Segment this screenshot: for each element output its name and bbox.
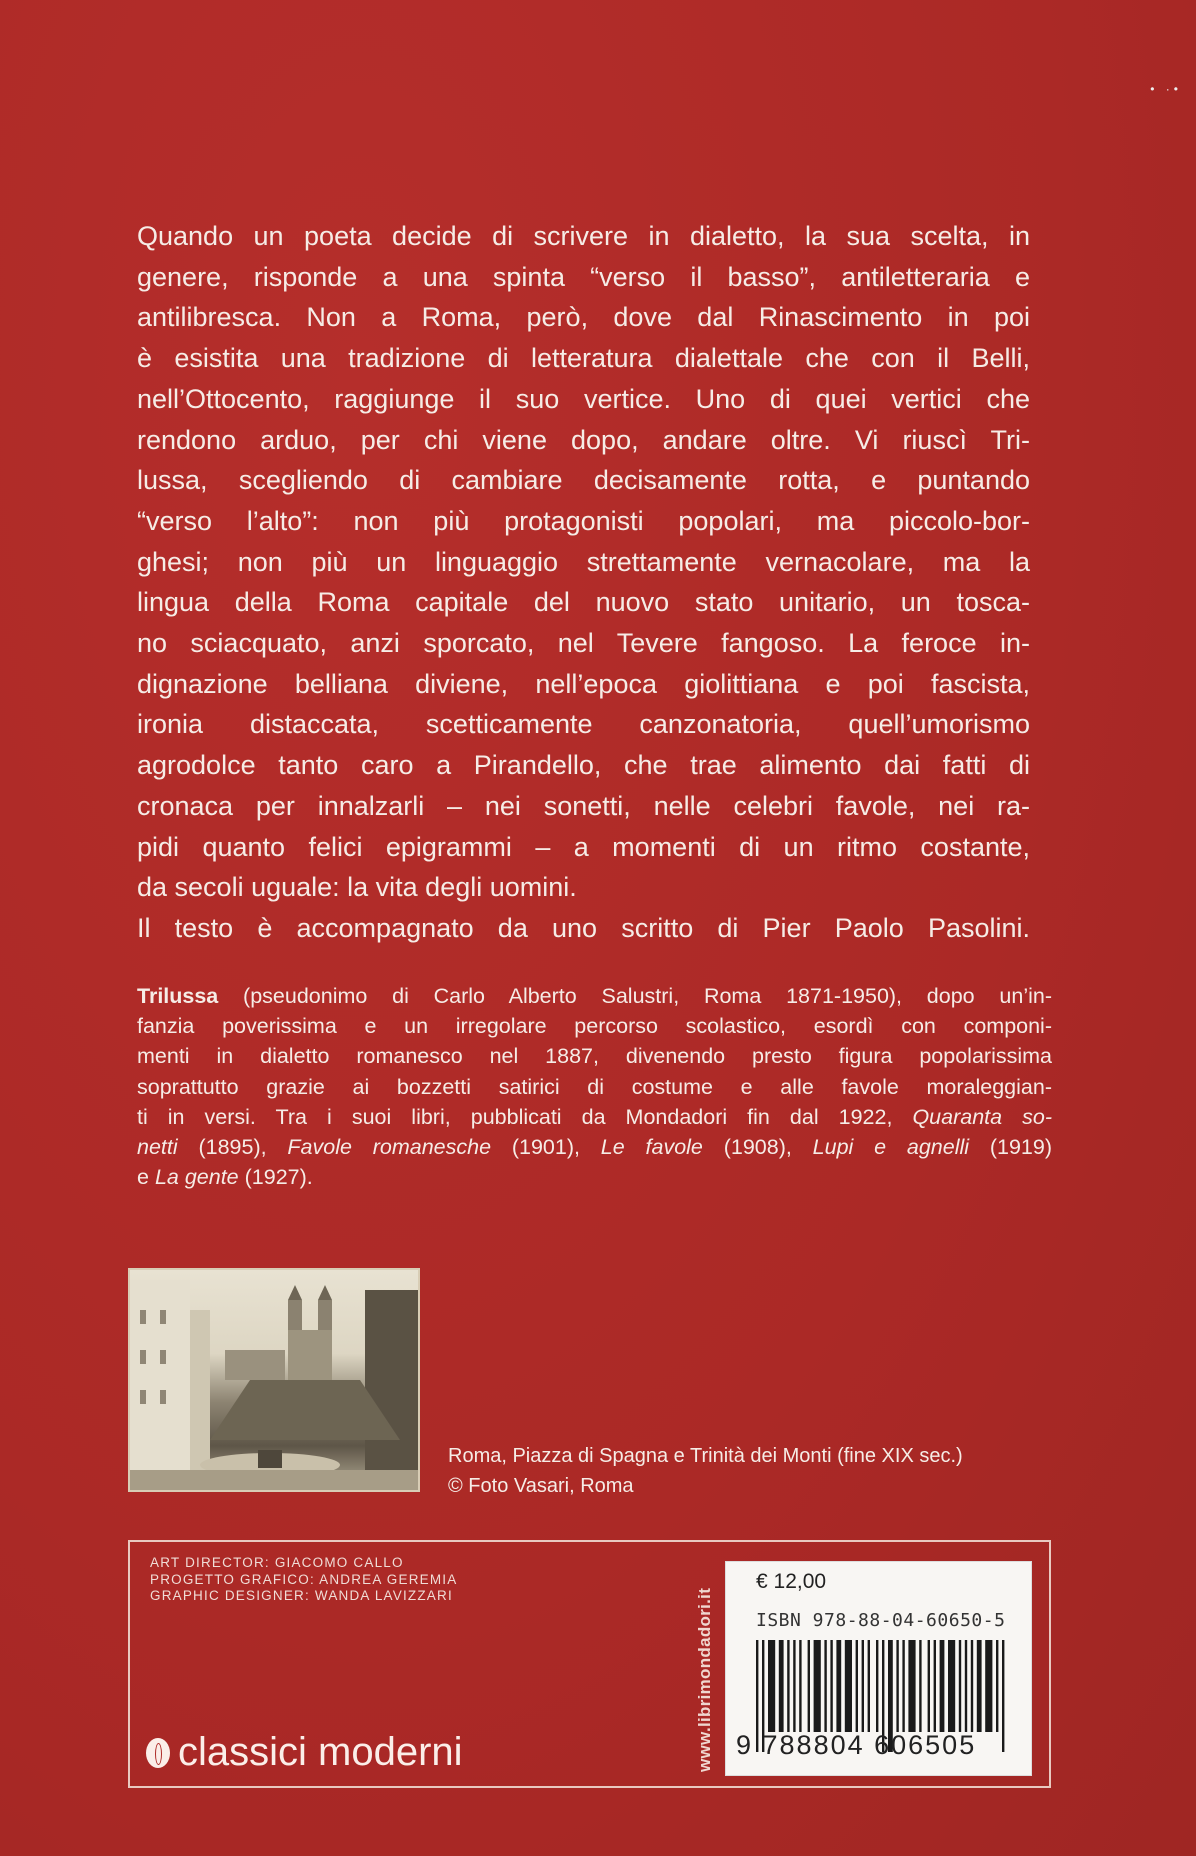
barcode-bar [934, 1640, 936, 1732]
bio-text: e [137, 1165, 155, 1190]
barcode-bar [830, 1640, 832, 1732]
barcode-bar [902, 1640, 904, 1732]
price: € 12,00 [756, 1570, 827, 1593]
barcode-bar [768, 1640, 775, 1732]
credit-graphic-project: PROGETTO GRAFICO: ANDREA GEREMIA [150, 1571, 458, 1587]
blurb-line: no sciacquato, anzi sporcato, nel Tevere fangoso. La feroce in- [137, 628, 1030, 659]
blurb-line: è esistita una tradizione di letteratura dialettale che con il Belli, [137, 343, 1030, 374]
blurb-line: cronaca per innalzarli – nei sonetti, nelle celebri favole, nei ra- [137, 790, 1030, 821]
barcode-bar [876, 1640, 878, 1732]
barcode-bar [965, 1640, 967, 1732]
book-title: Le favole [600, 1135, 703, 1160]
bio-line [137, 1162, 1052, 1192]
bio-line [137, 1132, 1052, 1162]
bio-text: (pseudonimo di Carlo Alberto Salustri, Roma 1871-1950), dopo un’in- [218, 984, 1052, 1008]
barcode-bar [836, 1640, 841, 1732]
blurb-line: ironia distaccata, scetticamente canzonatoria, quell’umorismo [137, 709, 1030, 740]
bio-text: (1901), [491, 1135, 601, 1160]
mondadori-rose-icon [146, 1738, 170, 1768]
bio-text: soprattutto grazie ai bozzetti satirici di costume e alle favole moraleggian- [137, 1074, 1052, 1099]
bio-text: (1927). [238, 1165, 313, 1190]
blurb-text [137, 216, 1030, 949]
blurb-line: lingua della Roma capitale del nuovo stato unitario, un tosca- [137, 587, 1030, 618]
bio-text: (1908), [702, 1135, 813, 1160]
barcode-bar [908, 1640, 915, 1732]
barcode-bar [862, 1640, 864, 1732]
barcode-bar [940, 1640, 945, 1732]
blurb-line: da secoli uguale: la vita degli uomini. [137, 872, 577, 903]
barcode-bar [845, 1640, 852, 1732]
author-bio [137, 981, 1052, 1192]
barcode-bar [919, 1640, 921, 1732]
series-name: classici moderni [178, 1730, 463, 1774]
blurb-line: nell’Ottocento, raggiunge il suo vertice. Uno di quei vertici che [137, 383, 1030, 414]
barcode-bar [948, 1640, 955, 1732]
barcode-digits: 9 788804 606505 [736, 1730, 977, 1760]
book-title: Favole romanesche [287, 1135, 492, 1160]
bio-text: (1895), [177, 1135, 288, 1160]
book-title: La gente [154, 1165, 239, 1190]
blurb-line: genere, risponde a una spinta “verso il basso”, antiletteraria e [137, 261, 1030, 292]
author-name: Trilussa [137, 984, 219, 1008]
barcode-bar [824, 1640, 826, 1732]
barcode-bar [959, 1640, 961, 1732]
blurb-line: Il testo è accompagnato da uno scritto di Pier Paolo Pasolini. [137, 912, 1030, 943]
blurb-line: lussa, scegliendo di cambiare decisamente rotta, e puntando [137, 465, 1030, 496]
blurb-line: Quando un poeta decide di scrivere in dialetto, la sua scelta, in [137, 221, 1030, 251]
bio-text: fanzia poverissima e un irregolare percorso scolastico, esordì con componi- [137, 1014, 1052, 1039]
blurb-line: dignazione belliana diviene, nell’epoca giolittiana e poi fascista, [137, 668, 1030, 699]
blurb-line: rendono arduo, per chi viene dopo, andare oltre. Vi riuscì Tri- [137, 424, 1030, 455]
blurb-line: agrodolce tanto caro a Pirandello, che trae alimento dai fatti di [137, 750, 1030, 781]
book-title: netti [137, 1135, 178, 1160]
bio-line [137, 1072, 1052, 1102]
photo-piazza-di-spagna [128, 1268, 420, 1492]
barcode-bar [928, 1640, 930, 1732]
bio-text: menti in dialetto romanesco nel 1887, divenendo presto figura popolarissima [137, 1044, 1052, 1069]
barcode-bar [779, 1640, 784, 1732]
bio-line [137, 981, 1052, 1011]
design-credits [150, 1555, 457, 1605]
barcode-bar [856, 1640, 858, 1732]
barcode-bar [808, 1640, 810, 1732]
barcode-bar [1002, 1640, 1004, 1752]
barcode-bar [996, 1640, 998, 1732]
barcode-bar [971, 1640, 973, 1732]
barcode-bar [868, 1640, 870, 1732]
barcode-bar [896, 1640, 898, 1732]
bio-text: (1919) [969, 1135, 1053, 1160]
photo-illustration [130, 1270, 420, 1492]
bio-text: ti in versi. Tra i suoi libri, pubblicati da Mondadori fin dal 1922, [137, 1104, 913, 1129]
speckle-marks: • ·• [1150, 82, 1182, 96]
barcode-bar [977, 1640, 982, 1732]
barcode-bar [814, 1640, 821, 1732]
bio-line [137, 1011, 1052, 1041]
bio-line [137, 1102, 1052, 1132]
blurb-line: “verso l’alto”: non più protagonisti popolari, ma piccolo-bor- [137, 505, 1030, 536]
isbn: ISBN 978-88-04-60650-5 [756, 1610, 1006, 1631]
barcode-bar [793, 1640, 795, 1732]
barcode-bar [799, 1640, 801, 1732]
publisher-url[interactable]: www.librimondadori.it [695, 1587, 714, 1772]
photo-caption [448, 1441, 963, 1501]
barcode-label [725, 1561, 1032, 1776]
caption-credit: © Foto Vasari, Roma [448, 1475, 634, 1497]
blurb-line: ghesi; non più un linguaggio strettamente vernacolare, ma la [137, 546, 1030, 577]
blurb-line: pidi quanto felici epigrammi – a momenti di un ritmo costante, [137, 831, 1030, 862]
caption-title: Roma, Piazza di Spagna e Trinità dei Monti (fine XIX sec.) [448, 1445, 963, 1467]
bio-line [137, 1041, 1052, 1071]
barcode-bar [985, 1640, 992, 1732]
book-title: Quaranta so- [912, 1104, 1052, 1129]
credit-graphic-designer: GRAPHIC DESIGNER: WANDA LAVIZZARI [150, 1588, 453, 1603]
barcode-bar [787, 1640, 789, 1732]
book-title: Lupi e agnelli [812, 1135, 970, 1160]
credit-art-director: ART DIRECTOR: GIACOMO CALLO [150, 1555, 404, 1570]
blurb-line: antilibresca. Non a Roma, però, dove dal Rinascimento in poi [137, 302, 1030, 333]
series-logo [146, 1730, 463, 1775]
